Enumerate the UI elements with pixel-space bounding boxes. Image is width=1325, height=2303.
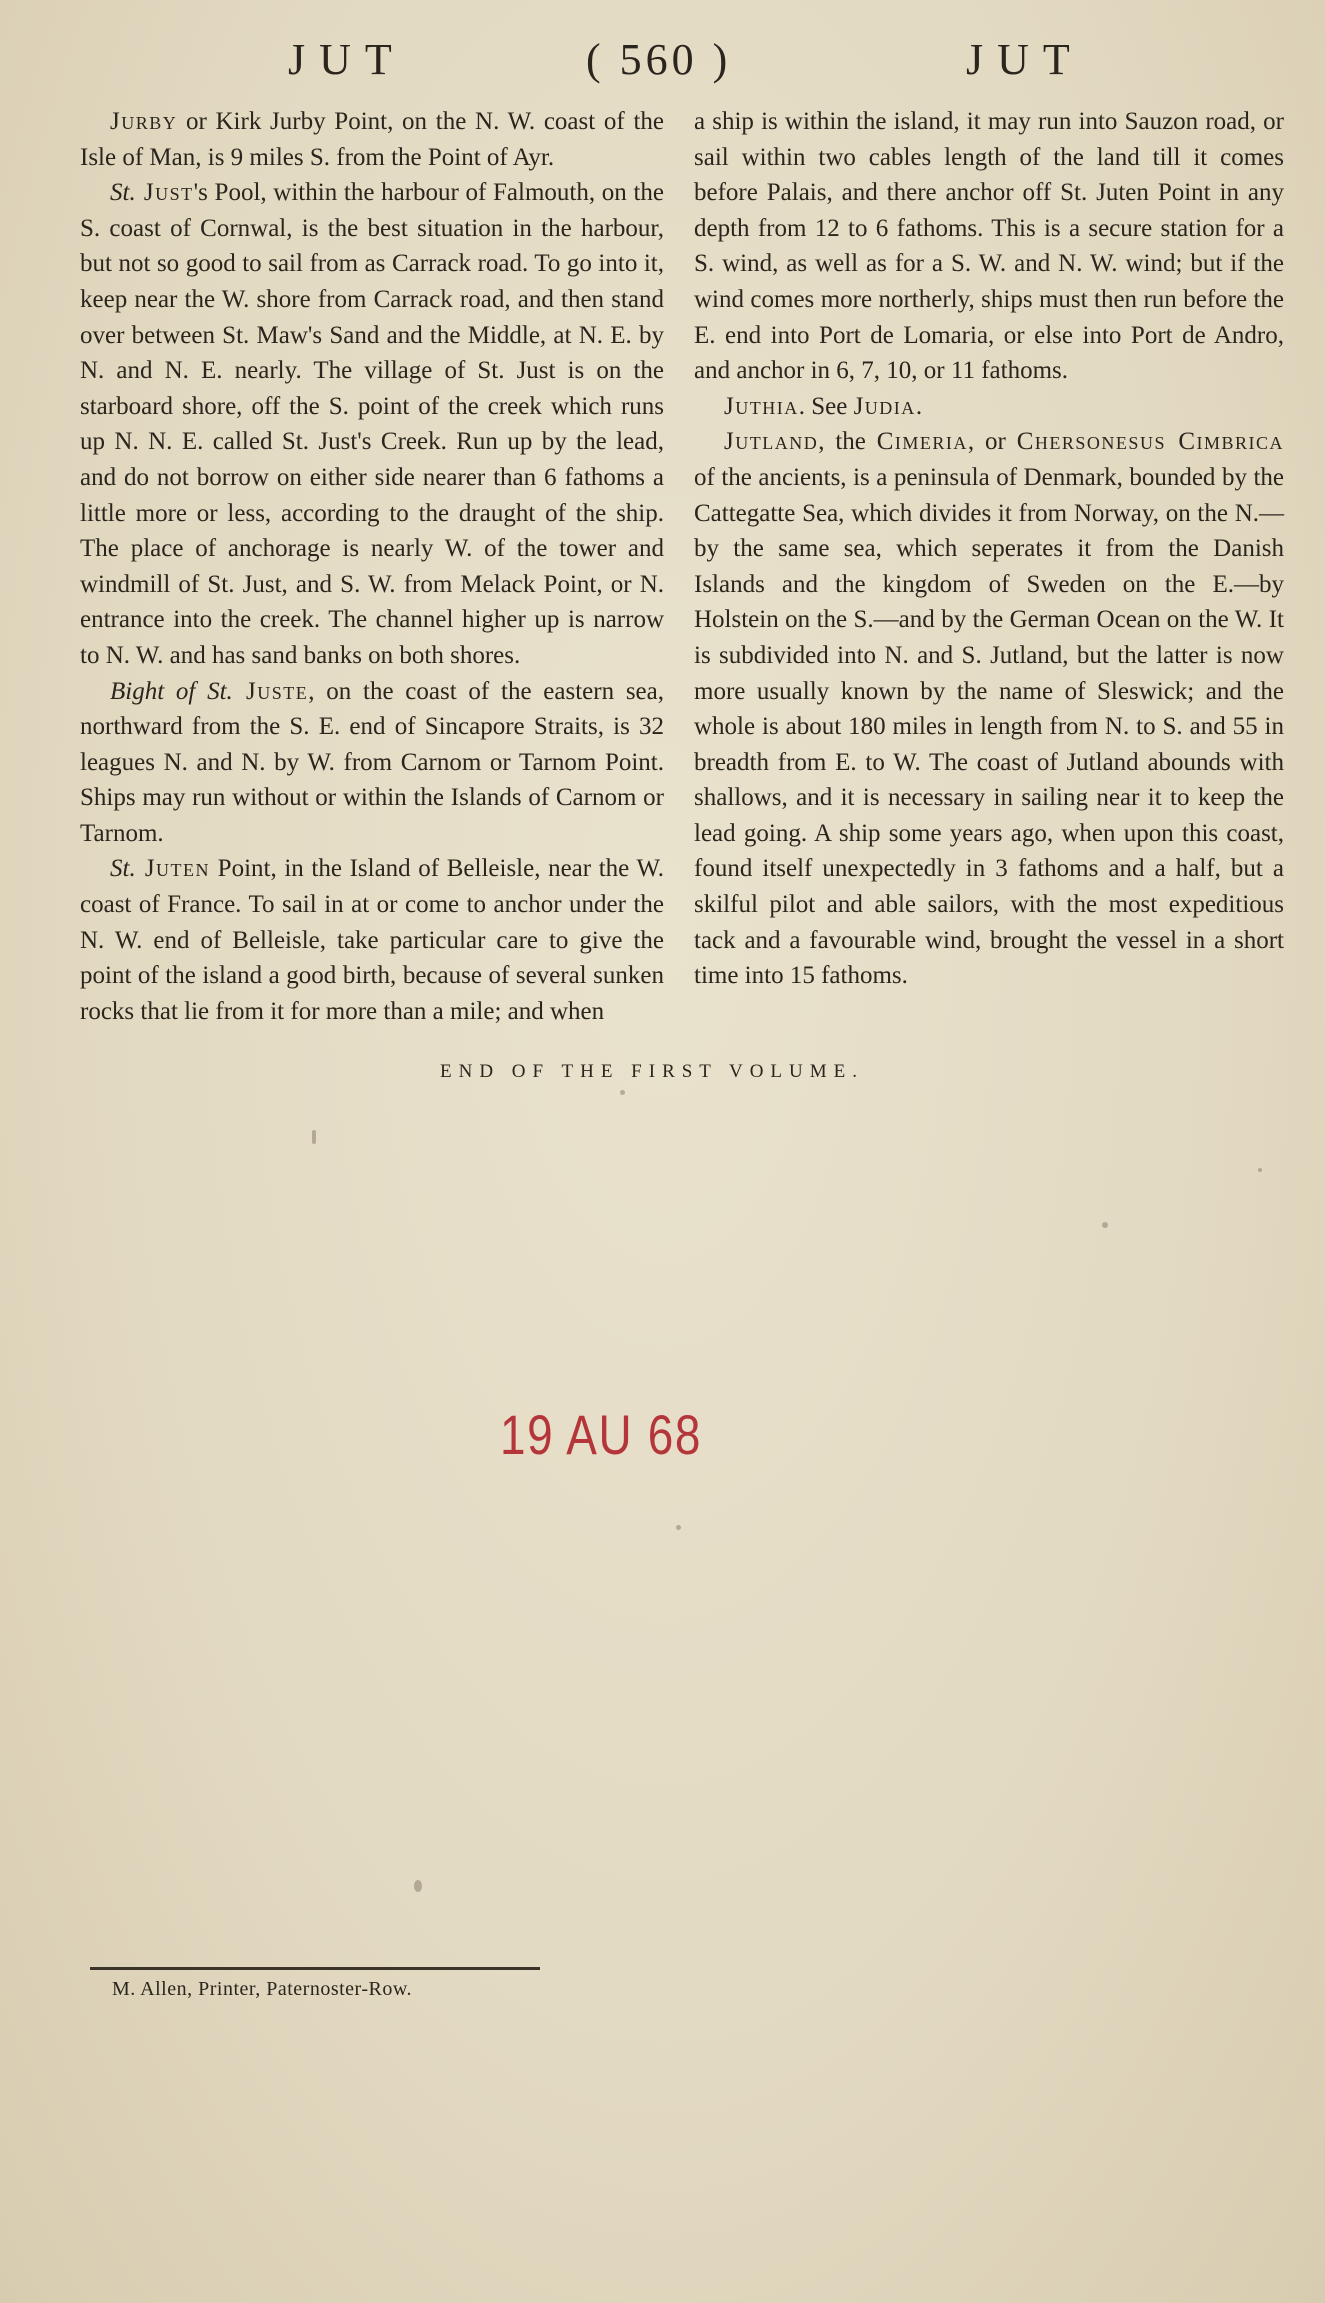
entry-text: a ship is within the island, it may run into Sauzon road, or sail within two cables length of the land till it comes before Palais, and there anchor off St. Juten Point in any depth from 12 to 6 fathoms. This is a secure station for a S. wind, as well as for a S. W. and N. W. wind; but if the wind comes more northerly, ships must then run before the E. end into Port de Lomaria, or else into Port de Andro, and anchor in 6, 7, 10, or 11 fathoms.	[694, 108, 1284, 385]
entry-prefix: St.	[110, 179, 136, 207]
paper-speck	[312, 1130, 316, 1144]
entry-headword: Juste	[232, 677, 309, 705]
running-head-right: JUT	[966, 35, 1084, 84]
entry-text: , on the coast of the eastern sea, northward from the S. E. end of Sincapore Straits, is 32 leagues N. and N. by W. from Carnom or Tarnom Point. Ships may run without or within the Islands of Carnom or Tarnom.	[80, 677, 664, 847]
entry-text: Point, in the Island of Belleisle, near the W. coast of France. To sail in at or come to anchor under the N. W. end of Belleisle, take particular care to give the point of the island a good birth, because of several sunken rocks that lie from it for more than a mile; and when	[80, 855, 664, 1025]
entry-headword: Chersonesus Cimbrica	[1016, 428, 1285, 456]
dictionary-entry	[80, 104, 664, 175]
entry-text: , or	[967, 428, 1017, 456]
printer-imprint: M. Allen, Printer, Paternoster-Row.	[112, 1978, 412, 2000]
dictionary-entry	[80, 175, 664, 673]
dictionary-entry	[694, 389, 1284, 425]
entry-headword: Just	[135, 179, 194, 207]
paper-speck	[1102, 1222, 1108, 1228]
entry-text: or Kirk Jurby Point, on the N. W. coast of the Isle of Man, is 9 miles S. from the Point of Ayr.	[80, 108, 664, 171]
page-number: ( 560 )	[586, 35, 732, 84]
entry-text: 's Pool, within the harbour of Falmouth, on the S. coast of Cornwal, is the best situation in the harbour, but not so good to sail from as Carrack road. To go into it, keep near the W. shore from Carrack road, and then stand over between St. Maw's Sand and the Middle, at N. E. by N. and N. E. nearly. The village of St. Just is on the starboard shore, off the S. point of the creek which runs up N. N. E. called St. Just's Creek. Run up by the lead, and do not borrow on either side nearer than 6 fathoms a little more or less, according to the draught of the ship. The place of anchorage is nearly W. of the tower and windmill of St. Just, and S. W. from Melack Point, or N. entrance into the creek. The channel higher up is narrow to N. W. and has sand banks on both shores.	[80, 179, 665, 669]
entry-headword: Jutland	[724, 428, 819, 456]
dictionary-entry	[694, 104, 1284, 389]
paper-speck	[620, 1090, 625, 1095]
entry-text: of the ancients, is a peninsula of Denmark, bounded by the Cattegatte Sea, which divides it from Norway, on the N.—by the same sea, which seperates it from the Danish Islands and the kingdom of Sweden on the E.—by Holstein on the S.—and by the German Ocean on the W. It is subdivided into N. and S. Jutland, but the latter is now more usually known by the name of Sleswick; and the whole is about 180 miles in length from N. to S. and 55 in breadth from E. to W. The coast of Jutland abounds with shallows, and it is necessary in sailing near it to keep the lead going. A ship some years ago, when upon this coast, found itself unexpectedly in 3 fathoms and a half, but a skilful pilot and able sailors, with the most expeditious tack and a favourable wind, brought the vessel in a short time into 15 fathoms.	[694, 463, 1284, 990]
entry-headword: Juten	[135, 855, 211, 883]
paper-speck	[676, 1525, 681, 1530]
right-column	[694, 104, 1284, 994]
entry-prefix: St.	[110, 855, 136, 883]
entry-headword: Cimeria	[876, 428, 968, 456]
library-date-stamp: 19 AU 68	[500, 1403, 703, 1466]
paper-speck	[414, 1880, 422, 1892]
dictionary-entry	[80, 851, 664, 1029]
end-of-volume-note: END OF THE FIRST VOLUME.	[440, 1061, 864, 1082]
entry-text: , the	[818, 428, 877, 456]
entry-prefix: Bight of St.	[110, 677, 233, 705]
running-head-left: JUT	[288, 35, 406, 84]
running-head	[0, 34, 1325, 94]
entry-headword: Jurby	[110, 108, 178, 135]
entry-text: . See	[798, 392, 854, 420]
entry-text: .	[915, 392, 923, 420]
imprint-rule	[90, 1967, 540, 1970]
entry-headword: Judia	[853, 392, 916, 420]
dictionary-entry	[80, 674, 664, 852]
dictionary-entry	[694, 424, 1284, 994]
entry-headword: Juthia	[724, 392, 799, 420]
left-column	[80, 104, 664, 1029]
paper-speck	[1258, 1168, 1262, 1172]
